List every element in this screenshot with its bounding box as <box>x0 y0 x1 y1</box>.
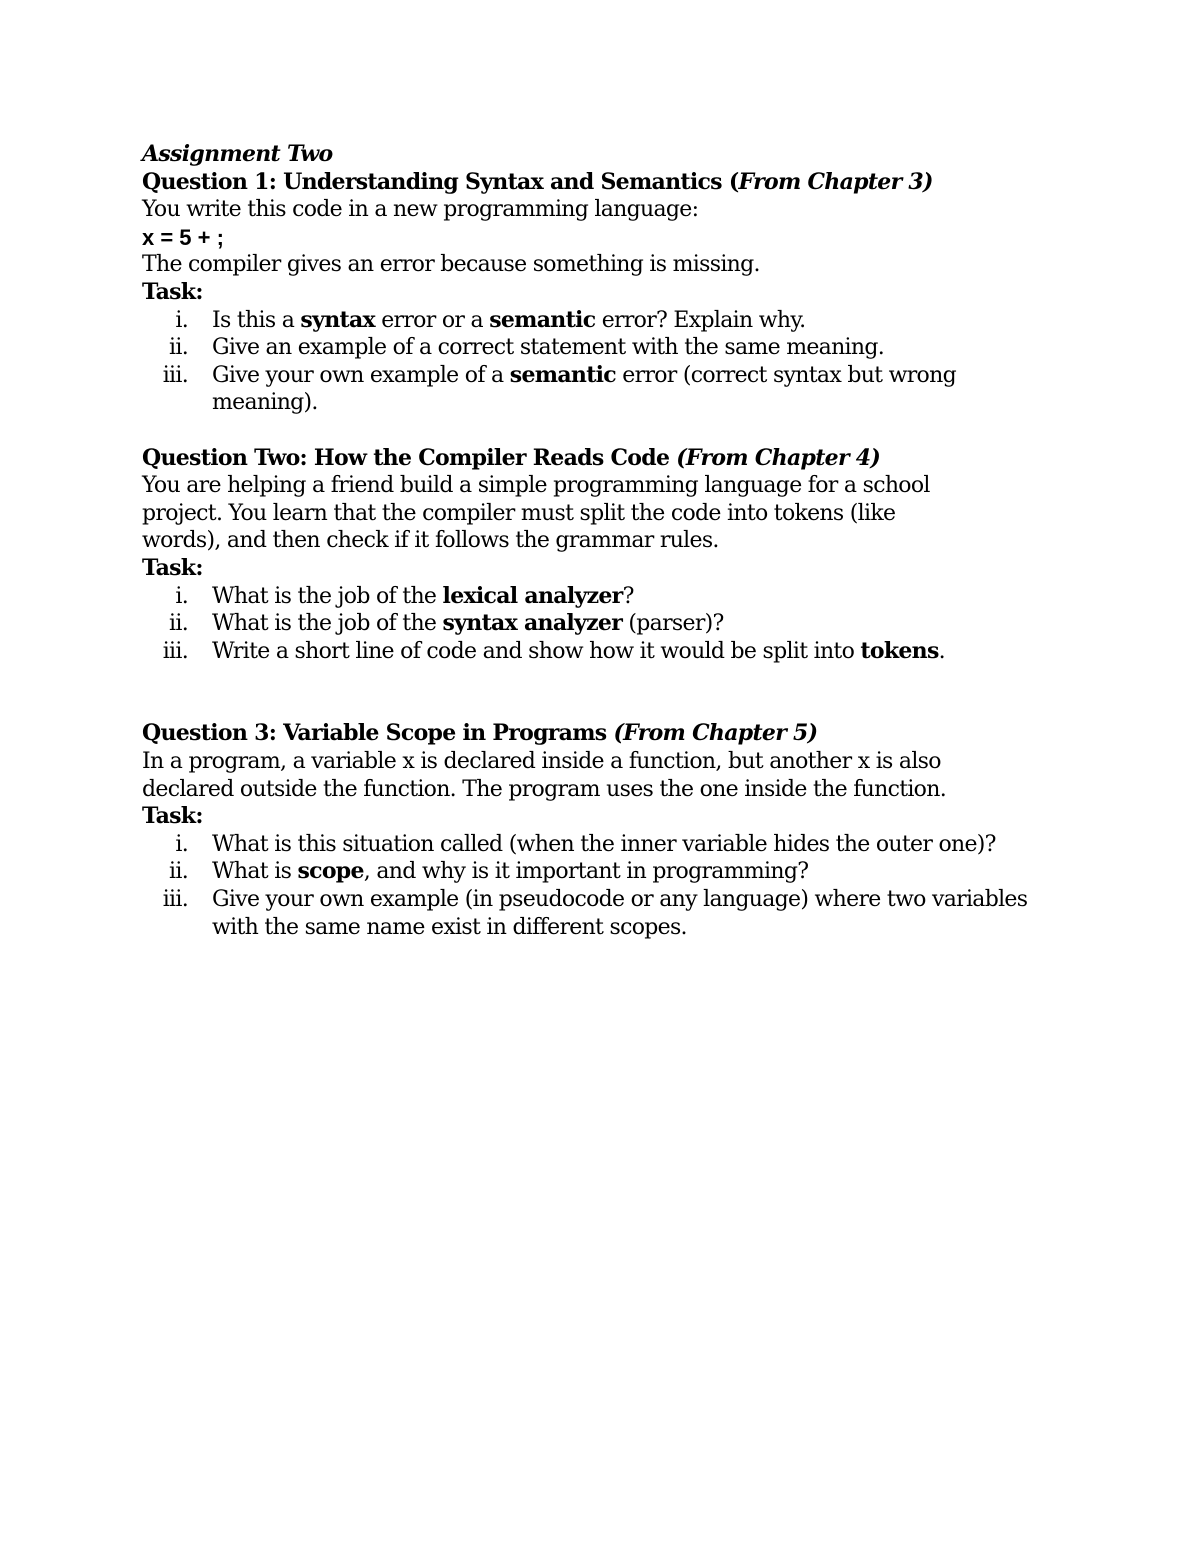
question-1-error-text: The compiler gives an error because something is missing. <box>142 252 760 278</box>
list-item <box>142 886 1047 941</box>
bold-term: lexical analyzer <box>442 582 623 609</box>
task-label: Task: <box>142 554 203 581</box>
list-number: i. <box>175 831 188 857</box>
list-item <box>142 831 1047 859</box>
list-item <box>142 638 1047 666</box>
bold-term: scope <box>297 858 364 885</box>
document-body <box>142 141 1047 941</box>
list-number: i. <box>175 583 188 609</box>
question-2-intro-line: project. You learn that the compiler must split the code into tokens (like <box>142 500 896 526</box>
list-item-text: What is the job of the syntax analyzer (parser)? <box>212 610 724 637</box>
list-number: ii. <box>169 611 188 637</box>
question-3-heading-text: Question 3: Variable Scope in Programs <box>142 720 614 747</box>
question-2-chapter: (From Chapter 4) <box>676 444 881 471</box>
list-item-text: What is this situation called (when the inner variable hides the outer one)? <box>212 831 996 857</box>
list-number: iii. <box>162 362 188 388</box>
bold-term: semantic <box>509 361 617 388</box>
question-3-intro-line: declared outside the function. The program uses the one inside the function. <box>142 776 946 802</box>
task-label: Task: <box>142 278 203 305</box>
list-item-text: Give an example of a correct statement with the same meaning. <box>212 335 885 361</box>
list-item <box>142 307 1047 335</box>
list-item <box>142 858 1047 886</box>
question-1-task-list <box>142 307 1047 417</box>
question-1-heading <box>142 169 1047 197</box>
code-snippet: x = 5 + ; <box>142 224 224 250</box>
question-2 <box>142 445 1047 666</box>
list-item-text: Write a short line of code and show how it would be split into tokens. <box>212 637 945 664</box>
question-2-heading <box>142 445 1047 473</box>
question-3-task-list <box>142 831 1047 941</box>
question-1 <box>142 169 1047 417</box>
bold-term: syntax <box>300 306 375 333</box>
question-1-heading-text: Question 1: Understanding Syntax and Semantics ( <box>142 168 739 195</box>
list-item <box>142 583 1047 611</box>
question-2-heading-text: Question Two: How the Compiler Reads Code <box>142 444 677 471</box>
question-2-intro-line: words), and then check if it follows the grammar rules. <box>142 528 719 554</box>
question-1-intro: You write this code in a new programming language: <box>142 197 699 223</box>
question-3-heading <box>142 720 1047 748</box>
assignment-title: Assignment Two <box>142 141 333 167</box>
question-1-chapter: From Chapter 3) <box>738 168 933 195</box>
list-number: ii. <box>169 335 188 361</box>
list-item-text: Give your own example of a semantic error (correct syntax but wrong meaning). <box>212 361 956 416</box>
question-2-intro-line: You are helping a friend build a simple programming language for a school <box>142 473 930 499</box>
question-3 <box>142 720 1047 941</box>
list-item <box>142 610 1047 638</box>
list-number: iii. <box>162 887 188 913</box>
bold-term: tokens <box>860 637 939 664</box>
list-number: iii. <box>162 638 188 664</box>
list-number: i. <box>175 307 188 333</box>
list-item-text: Give your own example (in pseudocode or any language) where two variables with the same name exist in different scopes. <box>212 887 1028 940</box>
question-3-chapter: (From Chapter 5) <box>613 720 818 747</box>
list-item <box>142 362 1047 417</box>
question-3-intro-line: In a program, a variable x is declared inside a function, but another x is also <box>142 749 941 775</box>
question-2-task-list <box>142 583 1047 666</box>
list-item-text: What is the job of the lexical analyzer? <box>212 582 634 609</box>
list-item-text: What is scope, and why is it important in programming? <box>212 858 809 885</box>
bold-term: semantic <box>489 306 596 333</box>
list-number: ii. <box>169 859 188 885</box>
bold-term: syntax analyzer <box>442 610 623 637</box>
list-item-text: Is this a syntax error or a semantic error? Explain why. <box>212 306 806 333</box>
task-label: Task: <box>142 803 203 830</box>
list-item <box>142 334 1047 362</box>
